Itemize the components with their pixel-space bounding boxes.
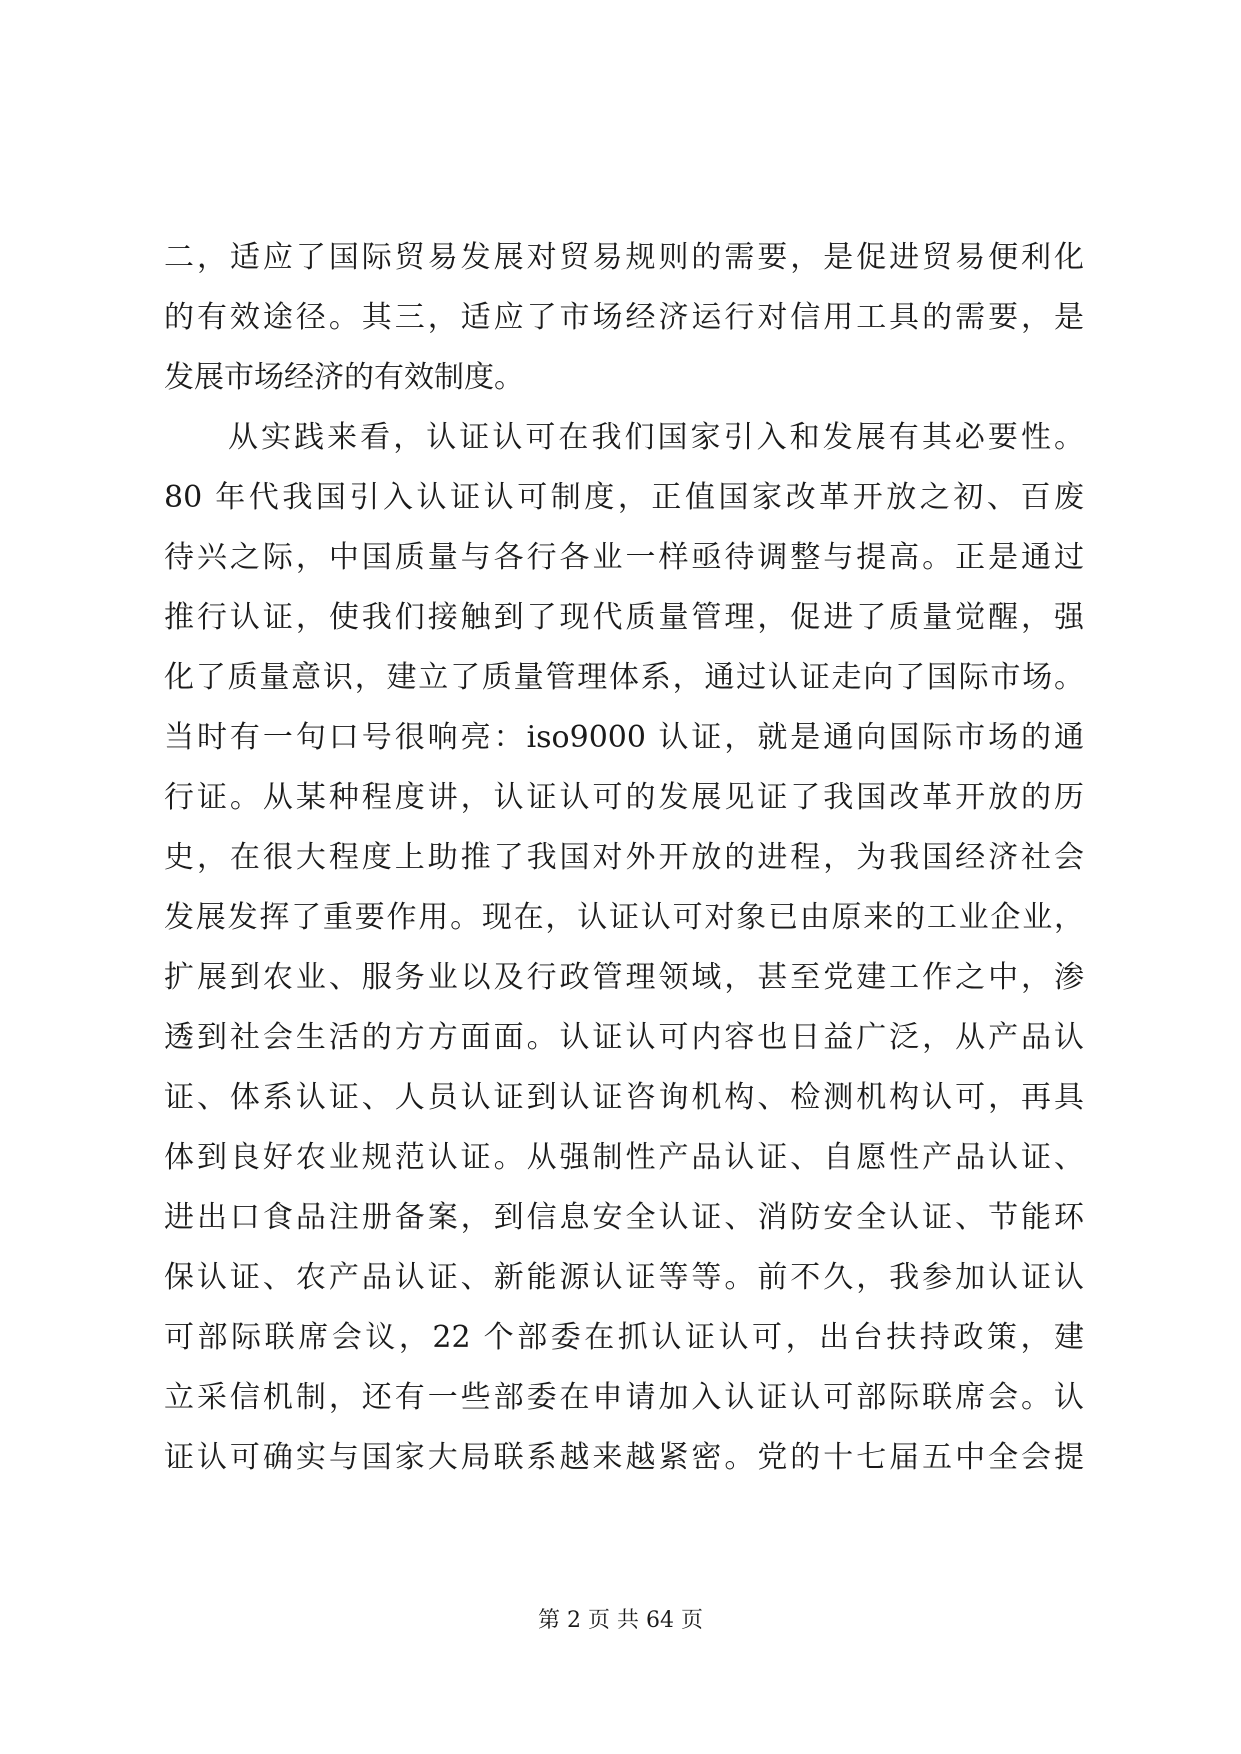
text-line: 的有效途径。其三，适应了市场经济运行对信用工具的需要，是 (164, 300, 1084, 335)
text-line: 当时有一句口号很响亮：iso9000 认证，就是通向国际市场的通 (164, 720, 1084, 755)
text-line: 证、体系认证、人员认证到认证咨询机构、检测机构认可，再具 (164, 1080, 1084, 1115)
text-line: 史，在很大程度上助推了我国对外开放的进程，为我国经济社会 (164, 840, 1084, 875)
text-line: 扩展到农业、服务业以及行政管理领域，甚至党建工作之中，渗 (164, 960, 1084, 995)
text-line: 透到社会生活的方方面面。认证认可内容也日益广泛，从产品认 (164, 1020, 1084, 1055)
text-line: 从实践来看，认证认可在我们国家引入和发展有其必要性。 (228, 420, 1084, 455)
text-line: 保认证、农产品认证、新能源认证等等。前不久，我参加认证认 (164, 1260, 1084, 1295)
document-body (164, 228, 1084, 1488)
text-line: 证认可确实与国家大局联系越来越紧密。党的十七届五中全会提 (164, 1440, 1084, 1475)
text-line: 可部际联席会议，22 个部委在抓认证认可，出台扶持政策，建 (164, 1320, 1084, 1355)
text-line: 推行认证，使我们接触到了现代质量管理，促进了质量觉醒，强 (164, 600, 1084, 635)
text-line: 发展发挥了重要作用。现在，认证认可对象已由原来的工业企业， (164, 900, 1084, 935)
text-line: 发展市场经济的有效制度。 (164, 360, 524, 395)
text-line: 行证。从某种程度讲，认证认可的发展见证了我国改革开放的历 (164, 780, 1084, 815)
text-line: 体到良好农业规范认证。从强制性产品认证、自愿性产品认证、 (164, 1140, 1084, 1175)
paragraph-2 (164, 408, 1084, 1488)
text-line: 立采信机制，还有一些部委在申请加入认证认可部际联席会。认 (164, 1380, 1084, 1415)
paragraph-1 (164, 228, 1084, 408)
page-number-label: 第 2 页 共 64 页 (538, 1608, 703, 1633)
text-line: 待兴之际，中国质量与各行各业一样亟待调整与提高。正是通过 (164, 540, 1084, 575)
text-line: 化了质量意识，建立了质量管理体系，通过认证走向了国际市场。 (164, 660, 1084, 695)
text-line: 80 年代我国引入认证认可制度，正值国家改革开放之初、百废 (164, 480, 1084, 515)
page-footer (0, 1606, 1241, 1636)
text-line: 二，适应了国际贸易发展对贸易规则的需要，是促进贸易便利化 (164, 240, 1084, 275)
text-line: 进出口食品注册备案，到信息安全认证、消防安全认证、节能环 (164, 1200, 1084, 1235)
